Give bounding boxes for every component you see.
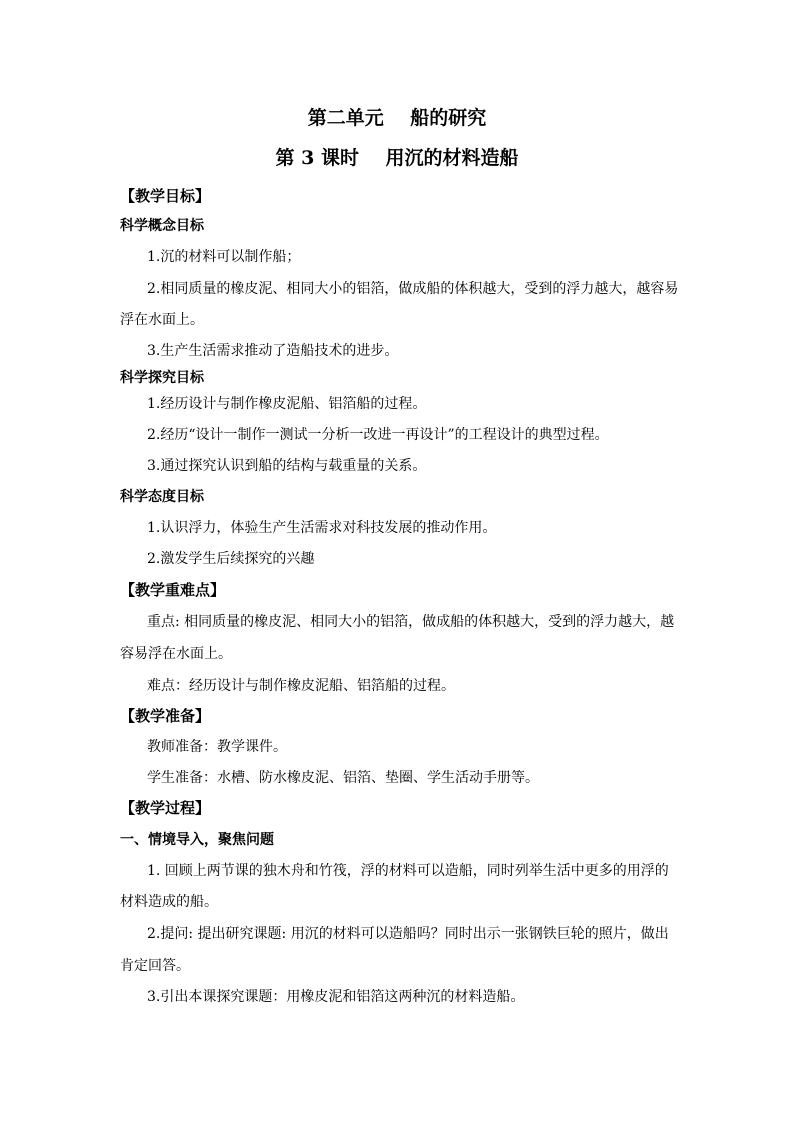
inquiry-item-2: 2.经历“设计一制作一测试一分析一改进一再设计”的工程设计的典型过程。 bbox=[147, 427, 609, 443]
inquiry-item-1: 1.经历设计与制作橡皮泥船、铝箔船的过程。 bbox=[147, 396, 427, 412]
concept-item-3: 3.生产生活需求推动了造船技术的进步。 bbox=[147, 343, 399, 359]
preparation-heading: 【教学准备】 bbox=[120, 707, 211, 725]
process-step-1-line-1: 1. 回顾上两节课的独木舟和竹筏，浮的材料可以造船，同时列举生活中更多的用浮的 bbox=[147, 863, 669, 879]
unit-title: 第二单元 船的研究 bbox=[307, 107, 487, 129]
key-points-heading: 【教学重难点】 bbox=[120, 581, 226, 599]
objectives-heading: 【教学目标】 bbox=[120, 187, 211, 205]
lesson-title: 第 3 课时 用沉的材料造船 bbox=[275, 147, 519, 169]
process-part-1-title: 一、情境导入，聚焦问题 bbox=[120, 832, 274, 848]
process-step-2-line-2: 肯定回答。 bbox=[120, 958, 190, 974]
process-heading: 【教学过程】 bbox=[120, 799, 211, 817]
concept-item-1: 1.沉的材料可以制作船； bbox=[147, 249, 301, 265]
teacher-preparation: 教师准备：教学课件。 bbox=[147, 739, 287, 755]
process-step-1-line-2: 材料造成的船。 bbox=[120, 894, 218, 910]
attitude-item-1: 1.认识浮力，体验生产生活需求对科技发展的推动作用。 bbox=[147, 520, 497, 536]
key-difficulty: 难点：经历设计与制作橡皮泥船、铝箔船的过程。 bbox=[147, 678, 455, 694]
concept-item-2-line-1: 2.相同质量的橡皮泥、相同大小的铝箔，做成船的体积越大，受到的浮力越大，越容易 bbox=[147, 281, 679, 297]
inquiry-item-3: 3.通过探究认识到船的结构与载重量的关系。 bbox=[147, 458, 427, 474]
attitude-item-2: 2.激发学生后续探究的兴趣 bbox=[147, 551, 315, 567]
attitude-goal-title: 科学态度目标 bbox=[120, 489, 204, 505]
inquiry-goal-title: 科学探究目标 bbox=[120, 370, 204, 386]
process-step-3: 3.引出本课探究课题：用橡皮泥和铝箔这两种沉的材料造船。 bbox=[147, 989, 525, 1005]
key-focus-line-2: 容易浮在水面上。 bbox=[120, 646, 232, 662]
key-focus-line-1: 重点: 相同质量的橡皮泥、相同大小的铝箔，做成船的体积越大，受到的浮力越大，越 bbox=[147, 614, 675, 630]
student-preparation: 学生准备：水槽、防水橡皮泥、铝箔、垫圈、学生活动手册等。 bbox=[147, 770, 539, 786]
concept-goal-title: 科学概念目标 bbox=[120, 218, 204, 234]
concept-item-2-line-2: 浮在水面上。 bbox=[120, 312, 204, 328]
process-step-2-line-1: 2.提问: 提出研究课题: 用沉的材料可以造船吗？同时出示一张钢铁巨轮的照片，做出 bbox=[147, 926, 669, 942]
